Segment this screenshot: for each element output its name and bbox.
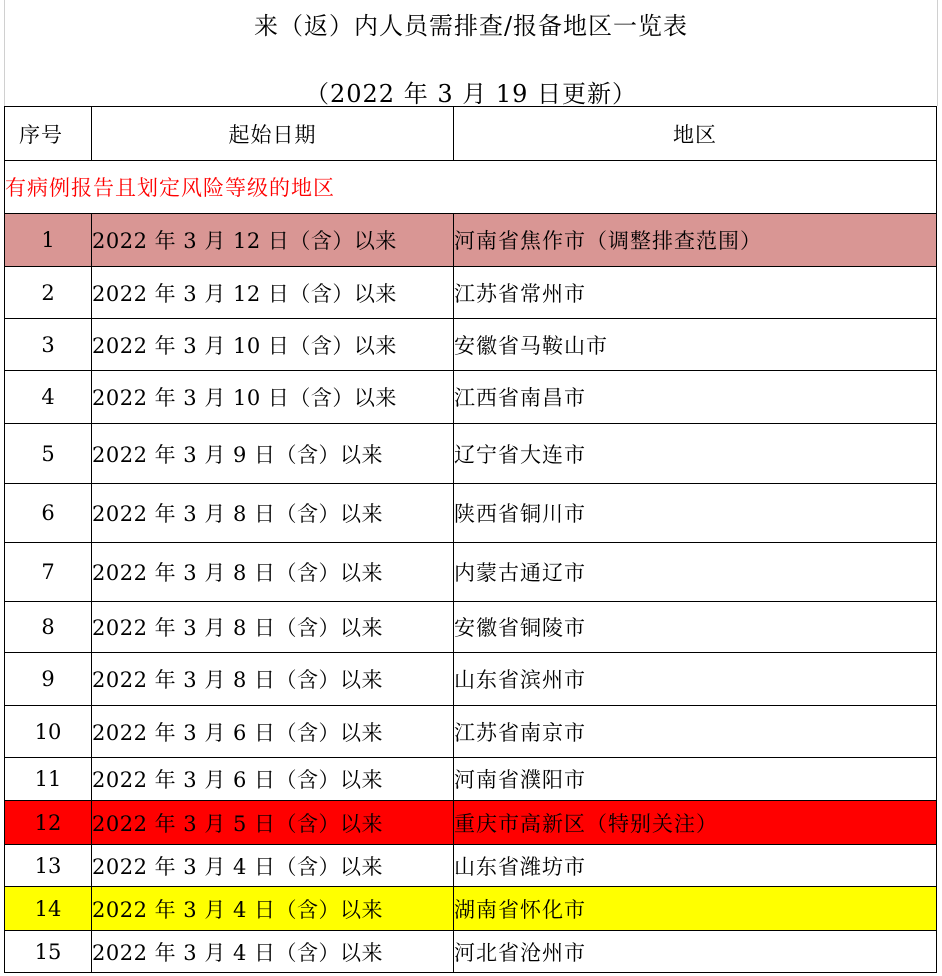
- date-cell: 2022 年 3 月 4 日（含）以来: [92, 845, 454, 887]
- table-row: [5, 845, 937, 887]
- date-cell: 2022 年 3 月 6 日（含）以来: [92, 758, 454, 801]
- table-row: [5, 758, 937, 801]
- region-cell: 内蒙古通辽市: [454, 543, 937, 602]
- seq-cell: 10: [5, 706, 92, 758]
- seq-cell: 7: [5, 543, 92, 602]
- region-cell: 河南省焦作市（调整排查范围）: [454, 214, 937, 267]
- page-title: 来（返）内人员需排查/报备地区一览表: [253, 12, 689, 40]
- table-row: [5, 602, 937, 653]
- table-row: [5, 706, 937, 758]
- table-row: [5, 319, 937, 371]
- date-cell: 2022 年 3 月 9 日（含）以来: [92, 424, 454, 484]
- date-cell: 2022 年 3 月 10 日（含）以来: [92, 371, 454, 424]
- region-cell: 安徽省铜陵市: [454, 602, 937, 653]
- date-cell: 2022 年 3 月 4 日（含）以来: [92, 931, 454, 973]
- region-cell: 安徽省马鞍山市: [454, 319, 937, 371]
- seq-cell: 12: [5, 801, 92, 845]
- seq-cell: 6: [5, 484, 92, 543]
- region-cell: 山东省滨州市: [454, 653, 937, 706]
- region-cell: 重庆市高新区（特别关注）: [454, 801, 937, 845]
- table-row: [5, 214, 937, 267]
- seq-cell: 9: [5, 653, 92, 706]
- region-table: [4, 106, 937, 973]
- seq-cell: 3: [5, 319, 92, 371]
- date-cell: 2022 年 3 月 8 日（含）以来: [92, 484, 454, 543]
- region-cell: 湖南省怀化市: [454, 887, 937, 931]
- date-cell: 2022 年 3 月 8 日（含）以来: [92, 543, 454, 602]
- date-cell: 2022 年 3 月 12 日（含）以来: [92, 267, 454, 319]
- date-cell: 2022 年 3 月 8 日（含）以来: [92, 602, 454, 653]
- table-row: [5, 484, 937, 543]
- table-row: [5, 424, 937, 484]
- seq-cell: 2: [5, 267, 92, 319]
- table-row: [5, 267, 937, 319]
- table-row: [5, 801, 937, 845]
- table-row: [5, 371, 937, 424]
- seq-cell: 14: [5, 887, 92, 931]
- date-cell: 2022 年 3 月 10 日（含）以来: [92, 319, 454, 371]
- region-cell: 河北省沧州市: [454, 931, 937, 973]
- region-cell: 辽宁省大连市: [454, 424, 937, 484]
- title-area: [4, 0, 938, 106]
- table-row: [5, 887, 937, 931]
- table-row: [5, 543, 937, 602]
- section-row: [5, 161, 937, 214]
- header-region: 地区: [454, 107, 937, 161]
- seq-cell: 4: [5, 371, 92, 424]
- date-cell: 2022 年 3 月 4 日（含）以来: [92, 887, 454, 931]
- table-row: [5, 931, 937, 973]
- region-cell: 江西省南昌市: [454, 371, 937, 424]
- header-row: [5, 107, 937, 161]
- table-row: [5, 653, 937, 706]
- region-cell: 江苏省南京市: [454, 706, 937, 758]
- section-label: 有病例报告且划定风险等级的地区: [5, 161, 937, 214]
- seq-cell: 11: [5, 758, 92, 801]
- date-cell: 2022 年 3 月 6 日（含）以来: [92, 706, 454, 758]
- seq-cell: 1: [5, 214, 92, 267]
- region-cell: 河南省濮阳市: [454, 758, 937, 801]
- header-date: 起始日期: [92, 107, 454, 161]
- seq-cell: 13: [5, 845, 92, 887]
- date-cell: 2022 年 3 月 12 日（含）以来: [92, 214, 454, 267]
- seq-cell: 5: [5, 424, 92, 484]
- region-cell: 陕西省铜川市: [454, 484, 937, 543]
- region-cell: 山东省潍坊市: [454, 845, 937, 887]
- date-cell: 2022 年 3 月 8 日（含）以来: [92, 653, 454, 706]
- update-date: （2022 年 3 月 19 日更新）: [304, 80, 638, 108]
- seq-cell: 8: [5, 602, 92, 653]
- header-seq: 序号: [5, 107, 92, 161]
- seq-cell: 15: [5, 931, 92, 973]
- date-cell: 2022 年 3 月 5 日（含）以来: [92, 801, 454, 845]
- region-cell: 江苏省常州市: [454, 267, 937, 319]
